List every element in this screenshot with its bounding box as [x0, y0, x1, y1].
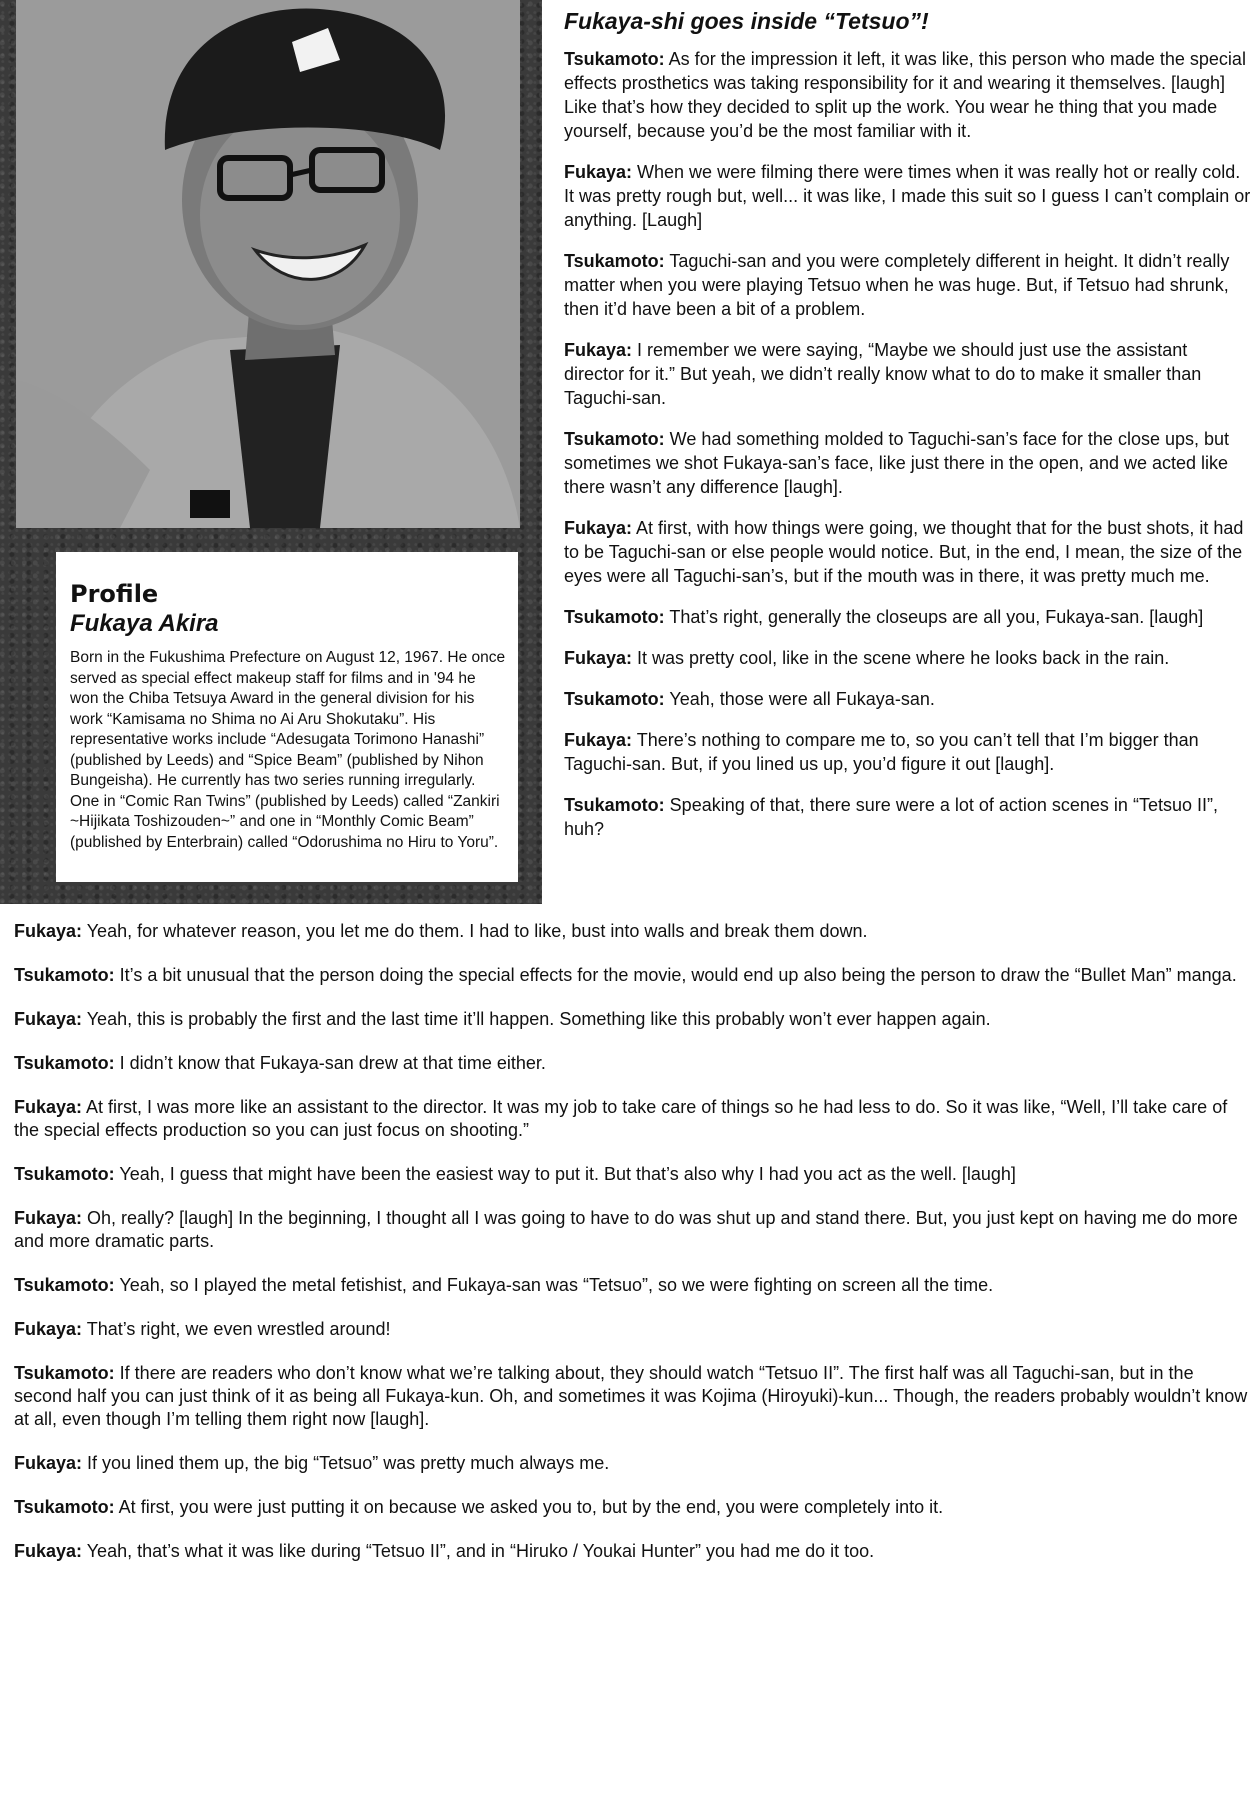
dialogue-line	[14, 1274, 1250, 1297]
dialogue-line	[564, 249, 1252, 321]
dialogue-text: Yeah, those were all Fukaya-san.	[664, 689, 935, 709]
dialogue-text: At first, I was more like an assistant to the director. It was my job to take care of things so he had less to do. So it was like, “Well, I’ll take care of the special effects production so you can just focus on shooting.”	[14, 1097, 1228, 1140]
dialogue-text: It was pretty cool, like in the scene where he looks back in the rain.	[632, 648, 1170, 668]
dialogue-text: Yeah, for whatever reason, you let me do them. I had to like, bust into walls and break them down.	[82, 921, 868, 941]
dialogue-line	[14, 1540, 1250, 1563]
section-title: Fukaya-shi goes inside “Tetsuo”!	[564, 8, 929, 34]
dialogue-text: When we were filming there were times when it was really hot or really cold. It was pretty rough but, well... it was like, I made this suit so I guess I can’t complain or anything. [Laugh]	[564, 162, 1251, 230]
speaker-label: Tsukamoto:	[14, 1275, 115, 1295]
speaker-label: Fukaya:	[14, 1097, 83, 1117]
dialogue-text: At first, you were just putting it on because we asked you to, but by the end, you were completely into it.	[114, 1497, 944, 1517]
dialogue-line	[14, 920, 1250, 943]
dialogue-line	[564, 728, 1252, 776]
profile-heading: Profile	[70, 580, 159, 608]
dialogue-text: I didn’t know that Fukaya-san drew at that time either.	[114, 1053, 546, 1073]
dialogue-line	[564, 160, 1252, 232]
speaker-label: Fukaya:	[14, 1541, 83, 1561]
dialogue-line	[14, 1207, 1250, 1253]
profile-name: Fukaya Akira	[70, 610, 219, 637]
dialogue-line	[14, 1163, 1250, 1186]
speaker-label: Fukaya:	[564, 730, 633, 750]
speaker-label: Tsukamoto:	[564, 689, 665, 709]
dialogue-line	[14, 1362, 1250, 1431]
dialogue-line	[14, 1096, 1250, 1142]
dialogue-line	[564, 427, 1252, 499]
speaker-label: Tsukamoto:	[14, 1363, 115, 1383]
dialogue-line	[14, 1052, 1250, 1075]
dialogue-text: Taguchi-san and you were completely different in height. It didn’t really matter when you were playing Tetsuo when he was huge. But, if Tetsuo had shrunk, then it’d have been a bit of a problem.	[564, 251, 1230, 319]
speaker-label: Tsukamoto:	[564, 251, 665, 271]
dialogue-line	[564, 646, 1252, 670]
dialogue-text: As for the impression it left, it was like, this person who made the special effects prosthetics was taking responsibility for it and wearing it themselves. [laugh] Like that’s how they decided to split up the work. You wear he thing that you made yourself, because you’d be the most familiar with it.	[564, 49, 1246, 141]
right-column	[564, 8, 1252, 858]
right-dialogue	[564, 47, 1252, 841]
dialogue-line	[14, 1008, 1250, 1031]
speaker-label: Fukaya:	[14, 1009, 83, 1029]
dialogue-line	[564, 687, 1252, 711]
dialogue-text: There’s nothing to compare me to, so you can’t tell that I’m bigger than Taguchi-san. But, if you lined us up, you’d figure it out [laugh].	[564, 730, 1199, 774]
dialogue-line	[14, 1496, 1250, 1519]
dialogue-text: Yeah, this is probably the first and the last time it’ll happen. Something like this probably won’t ever happen again.	[82, 1009, 991, 1029]
full-width-dialogue	[14, 920, 1250, 1584]
speaker-label: Fukaya:	[564, 162, 633, 182]
dialogue-line	[564, 605, 1252, 629]
dialogue-line	[564, 516, 1252, 588]
dialogue-line	[564, 338, 1252, 410]
speaker-label: Tsukamoto:	[14, 1164, 115, 1184]
speaker-label: Tsukamoto:	[14, 1053, 115, 1073]
speaker-label: Tsukamoto:	[14, 965, 115, 985]
speaker-label: Fukaya:	[14, 1208, 83, 1228]
speaker-label: Tsukamoto:	[14, 1497, 115, 1517]
dialogue-text: Oh, really? [laugh] In the beginning, I thought all I was going to have to do was shut up and stand there. But, you just kept on having me do more and more dramatic parts.	[14, 1208, 1238, 1251]
dialogue-line	[14, 1452, 1250, 1475]
speaker-label: Fukaya:	[14, 1319, 83, 1339]
dialogue-text: We had something molded to Taguchi-san’s face for the close ups, but sometimes we shot Fukaya-san’s face, like just there in the open, and we acted like there wasn’t any difference [laugh].	[564, 429, 1230, 497]
dialogue-text: Yeah, I guess that might have been the easiest way to put it. But that’s also why I had you act as the well. [laugh]	[114, 1164, 1016, 1184]
dialogue-text: That’s right, we even wrestled around!	[82, 1319, 391, 1339]
dialogue-text: Yeah, that’s what it was like during “Tetsuo II”, and in “Hiruko / Youkai Hunter” you had me do it too.	[82, 1541, 875, 1561]
speaker-label: Fukaya:	[564, 648, 633, 668]
speaker-label: Fukaya:	[14, 921, 83, 941]
speaker-label: Tsukamoto:	[564, 49, 665, 69]
speaker-label: Tsukamoto:	[564, 607, 665, 627]
speaker-label: Tsukamoto:	[564, 795, 665, 815]
dialogue-line	[14, 964, 1250, 987]
dialogue-text: I remember we were saying, “Maybe we should just use the assistant director for it.” But yeah, we didn’t really know what to do to make it smaller than Taguchi-san.	[564, 340, 1202, 408]
dialogue-line	[564, 47, 1252, 143]
speaker-label: Fukaya:	[564, 518, 633, 538]
dialogue-text: That’s right, generally the closeups are all you, Fukaya-san. [laugh]	[664, 607, 1204, 627]
dialogue-text: It’s a bit unusual that the person doing the special effects for the movie, would end up also being the person to draw the “Bullet Man” manga.	[114, 965, 1237, 985]
dialogue-line	[14, 1318, 1250, 1341]
photo-panel	[0, 0, 542, 904]
dialogue-line	[564, 793, 1252, 841]
dialogue-text: If there are readers who don’t know what we’re talking about, they should watch “Tetsuo II”. The first half was all Taguchi-san, but in the second half you can just think of it as being all Fukaya-kun. Oh, and sometimes it was Kojima (Hiroyuki)-kun... Though, the readers probably wouldn’t know at all, even though I’m telling them right now [laugh].	[14, 1363, 1248, 1429]
dialogue-text: Speaking of that, there sure were a lot of action scenes in “Tetsuo II”, huh?	[564, 795, 1218, 839]
profile-box	[56, 552, 518, 882]
dialogue-text: If you lined them up, the big “Tetsuo” was pretty much always me.	[82, 1453, 610, 1473]
speaker-label: Tsukamoto:	[564, 429, 665, 449]
profile-bio: Born in the Fukushima Prefecture on August 12, 1967. He once served as special effect makeup staff for films and in '94 he won the Chiba Tetsuya Award in the general division for his work “Kamisama no Shima no Ai Aru Shokutaku”. His representative works include “Adesugata Torimono Hanashi” (published by Leeds) and “Spice Beam” (published by Nihon Bungeisha). He currently has two series running irregularly. One in “Comic Ran Twins” (published by Leeds) called “Zankiri ~Hijikata Toshizouden~” and one in “Monthly Comic Beam” (published by Enterbrain) called “Odorushima no Hiru to Yoru”.	[70, 649, 506, 851]
dialogue-text: At first, with how things were going, we thought that for the bust shots, it had to be Taguchi-san or else people would notice. But, in the end, I mean, the size of the eyes were all Taguchi-san’s, but if the mouth was in there, it was pretty much me.	[564, 518, 1244, 586]
speaker-label: Fukaya:	[14, 1453, 83, 1473]
speaker-label: Fukaya:	[564, 340, 633, 360]
dialogue-text: Yeah, so I played the metal fetishist, and Fukaya-san was “Tetsuo”, so we were fighting on screen all the time.	[114, 1275, 994, 1295]
